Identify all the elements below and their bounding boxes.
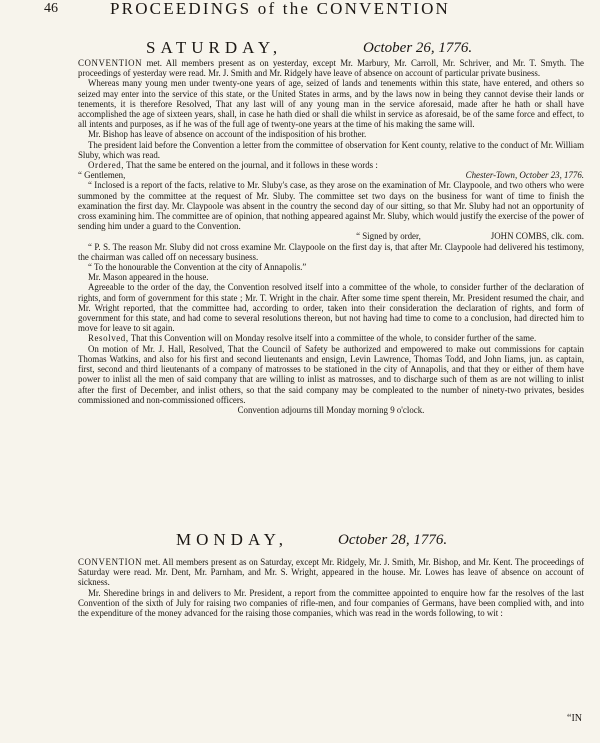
monday-date: October 28, 1776. [338, 532, 448, 548]
paragraph-text: That this Convention will on Monday resolve itself into a committee of the whole, to consider further of the same. [128, 333, 537, 344]
saturday-heading [0, 38, 600, 58]
paragraph [78, 160, 584, 170]
paragraph [78, 129, 584, 139]
paragraph [78, 333, 584, 343]
page-number: 46 [44, 1, 58, 16]
paragraph-text: Agreeable to the order of the day, the Convention resolved itself into a committee of the whole, to consider further of the declaration of rights, and form of government for this state ; Mr. T. Wright in the chair. After some time spent therein, Mr. President resumed the chair, and Mr. Wright reported, that the committee had, according to order, taken into their consideration the declaration of rights, and form of government for this state, and had come to several resolutions thereon, but not having had time to come to a conclusion, had directed him to move for leave to sit again. [78, 282, 584, 334]
monday-day: MONDAY, [176, 530, 288, 549]
paragraph-text: Mr. Sheredine brings in and delivers to Mr. President, a report from the committee appointed to enquire how far the resolves of the last Convention of the sixth of July for raising two companies of rifle-men, and four companies of Germans, have been complied with, and into the expenditure of the money advanced for the raising those companies, which was read in the words following, to wit : [78, 587, 584, 619]
letter-salutation: “ Gentlemen, [78, 170, 126, 181]
letter-heading [78, 170, 584, 180]
saturday-proceedings [78, 58, 584, 415]
paragraph-text: met. All members present as on yesterday, except Mr. Marbury, Mr. Carroll, Mr. Schriver, and Mr. T. Smyth. The proceedings of yesterday were read. Mr. J. Smith and Mr. Ridgely have leave of absence on account of particular private business. [78, 58, 584, 79]
running-title: PROCEEDINGS of the CONVENTION [110, 0, 451, 18]
paragraph-text: That the same be entered on the journal, and it follows in these words : [124, 160, 378, 171]
letter-body: “ Inclosed is a report of the facts, relative to Mr. Sluby's case, as they arose on the examination of Mr. Claypoole, and two others who were summoned by the committee at the request of Mr. Sluby. The committee set two days on the business for want of time to finish the examination the first day. Mr. Claypoole was absent in the country the second day of our sitting, so that Mr. Sluby had not an opportunity of cross examining him. The committee are of opinion, that nothing appeared against Mr. Sluby, which would justify the exercise of the power of sending him under a guard to the Convention. [78, 180, 584, 232]
paragraph [78, 78, 584, 129]
paragraph-text: Whereas many young men under twenty-one years of age, seized of lands and tenements within this state, have entered, and others so seized may enter into the service of this state, or the United States in arms, and by the laws now in being they cannot devise their lands or tenements, it is therefore Resolved, That any last will of any young man in the service aforesaid, made after he hath or shall have accomplished the age of sixteen years, shall, in case he hath died or shall die whilst in service as aforesaid, be of the same force and effect, to all intents and purposes, as if he was of the full age of twenty-one years at the time of his making the same will. [78, 78, 584, 130]
paragraph-lead: CONVENTION [78, 58, 143, 68]
signed-by-order: “ Signed by order, [356, 231, 421, 242]
paragraph-lead: Resolved, [88, 333, 129, 344]
signer-name: JOHN COMBS, clk. com. [490, 231, 584, 242]
letter-signature [78, 231, 584, 241]
paragraph-text: Mr. Bishop has leave of absence on account of the indisposition of his brother. [88, 129, 367, 140]
paragraph-lead: Ordered, [88, 160, 125, 171]
letter-postscript: “ P. S. The reason Mr. Sluby did not cross examine Mr. Claypoole on the first day is, that after Mr. Claypoole had delivered his testimony, the chairman was called off on necessary business. [78, 241, 584, 262]
paragraph [78, 272, 584, 282]
paragraph-text: Mr. Mason appeared in the house. [88, 272, 209, 283]
paragraph [78, 282, 584, 333]
adjournment-line: Convention adjourns till Monday morning 9 o'clock. [237, 404, 425, 415]
paragraph-text: On motion of Mr. J. Hall, Resolved, That the Council of Safety be authorized and empowered to make out commissions for captain Thomas Watkins, and also for his first and second lieutenants and ensign, Levin Lawrence, Thomas Todd, and John Iiams, jun. as captain, first, second and third lieutenants of a company of matrosses to be stationed in the city of Annapolis, and that they or either of them have power to inlist all the men of said company that are willing to inlist as matrosses, and to discharge such of them as are not willing to inlist after the first of December, and inlist others, so that the said company may be compleated to the number of ninety-two privates, besides commissioned and non-commissioned officers. [78, 343, 584, 405]
monday-proceedings [78, 557, 584, 618]
paragraph [78, 557, 584, 588]
paragraph-text: The president laid before the Convention a letter from the committee of observation for Kent county, relative to the conduct of Mr. William Sluby, which was read. [78, 139, 584, 160]
saturday-date: October 26, 1776. [363, 40, 473, 56]
catchword: “IN [567, 713, 582, 724]
paragraph [78, 344, 584, 405]
monday-heading [0, 530, 600, 550]
paragraph-text: met. All members present as on Saturday, except Mr. Ridgely, Mr. J. Smith, Mr. Bishop, and Mr. Kent. The proceedings of Saturday were read. Mr. Dent, Mr. Parnham, and Mr. S. Wright, appeared in the house. Mr. Lowes has leave of absence on account of sickness. [78, 557, 584, 588]
saturday-day: SATURDAY, [146, 38, 283, 57]
letter-place-date: Chester-Town, October 23, 1776. [465, 170, 584, 181]
paragraph [78, 58, 584, 78]
paragraph-lead: CONVENTION [78, 557, 143, 567]
paragraph [78, 588, 584, 619]
letter-addressee: “ To the honourable the Convention at the city of Annapolis.” [88, 262, 307, 273]
page-header [0, 0, 600, 20]
paragraph [78, 140, 584, 160]
